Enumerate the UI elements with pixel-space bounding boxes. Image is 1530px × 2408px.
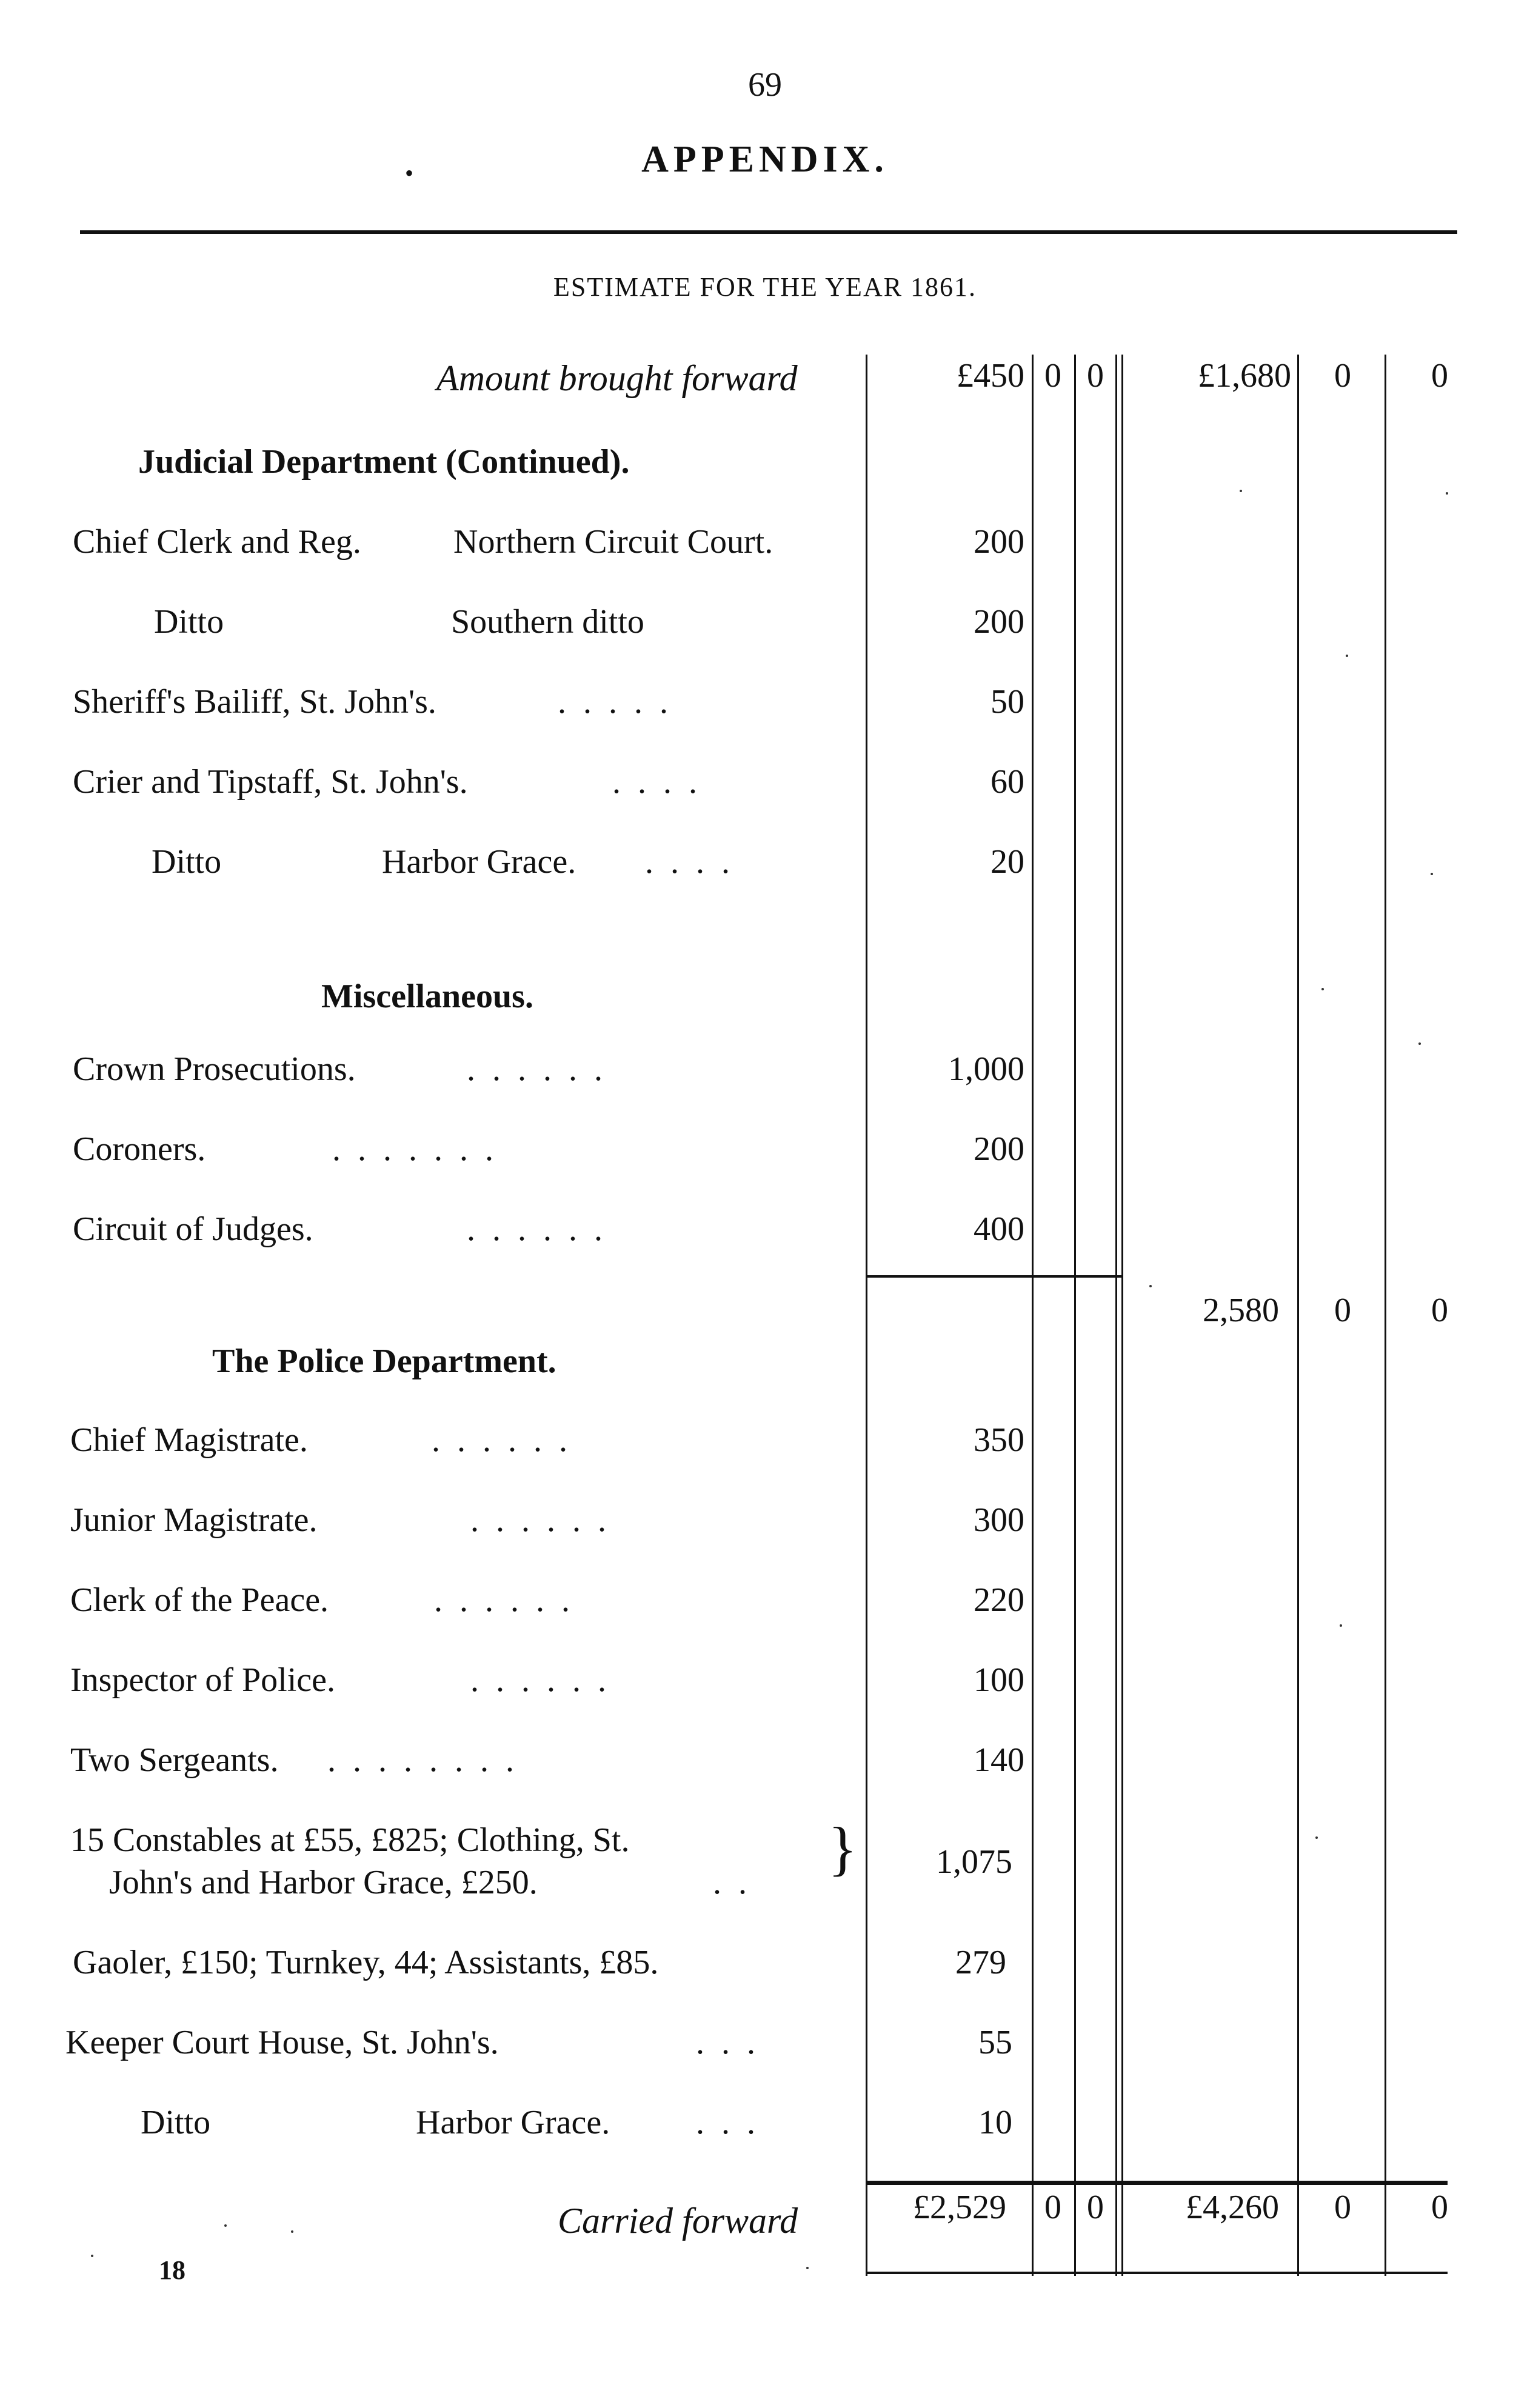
bottom-rule <box>866 2272 1448 2274</box>
leader-dots: ........ <box>327 1741 531 1779</box>
leader-dots: ...... <box>434 1581 587 1619</box>
leader-dots: ....... <box>332 1130 510 1168</box>
row-amount: 300 <box>974 1501 1024 1539</box>
row-label: Two Sergeants. <box>70 1741 279 1779</box>
leader-dots: ... <box>696 2104 772 2141</box>
row-amount: 400 <box>974 1210 1024 1248</box>
row-amount: 55 <box>978 2024 1012 2061</box>
scan-speck <box>91 2255 93 2257</box>
row-label: Ditto <box>154 603 224 641</box>
row-amount: 350 <box>974 1421 1024 1459</box>
page-number: 69 <box>748 66 782 104</box>
leader-dots: ..... <box>558 683 685 721</box>
subtotal-d: 0 <box>1431 1292 1448 1329</box>
row-label: 15 Constables at £55, £825; Clothing, St. <box>70 1821 630 1859</box>
brought-forward-col2-s: 0 <box>1334 357 1351 395</box>
section-heading-misc: Miscellaneous. <box>321 978 533 1015</box>
leader-dots: ... <box>696 2024 772 2061</box>
carried-forward-col1-s: 0 <box>1044 2189 1061 2226</box>
row-amount: 20 <box>990 843 1024 881</box>
scan-speck <box>1240 490 1242 492</box>
footer-signature: 18 <box>159 2255 185 2285</box>
row-amount: 200 <box>974 1130 1024 1168</box>
row-amount: 200 <box>974 523 1024 561</box>
row-label: Inspector of Police. <box>70 1661 335 1699</box>
brought-forward-col1: £450 <box>957 357 1024 395</box>
carried-forward-label: Carried forward <box>558 2201 798 2241</box>
row-label: Ditto <box>141 2104 211 2141</box>
brought-forward-col1-s: 0 <box>1044 357 1061 395</box>
row-label: Ditto <box>152 843 222 881</box>
subtotal-s: 0 <box>1334 1292 1351 1329</box>
rule-s-d <box>1074 355 1076 2276</box>
row-label: Crier and Tipstaff, St. John's. <box>73 763 468 801</box>
scan-speck <box>1315 1836 1318 1839</box>
header-rule <box>80 230 1457 234</box>
row-amount: 1,075 <box>936 1843 1012 1881</box>
row-amount: 10 <box>978 2104 1012 2141</box>
section-heading-police: The Police Department. <box>212 1342 556 1380</box>
rule-amount-s <box>1032 355 1034 2276</box>
brought-forward-col2-d: 0 <box>1431 357 1448 395</box>
brought-forward-col1-d: 0 <box>1087 357 1104 395</box>
row-amount: 140 <box>974 1741 1024 1779</box>
estimate-title: ESTIMATE FOR THE YEAR 1861. <box>553 272 977 302</box>
row-amount: 1,000 <box>948 1050 1024 1088</box>
row-label: Chief Clerk and Reg. <box>73 523 361 561</box>
carried-forward-col1: £2,529 <box>913 2189 1006 2226</box>
leader-dots: .... <box>645 843 747 881</box>
brought-forward-col2: £1,680 <box>1198 357 1291 395</box>
leader-dots: ...... <box>470 1661 623 1699</box>
row-label: Gaoler, £150; Turnkey, 44; Assistants, £85. <box>73 1944 659 1981</box>
section-heading-judicial: Judicial Department (Continued). <box>138 443 630 481</box>
subtotal-amount: 2,580 <box>1203 1292 1279 1329</box>
row-amount: 279 <box>955 1944 1006 1981</box>
row-label: Keeper Court House, St. John's. <box>65 2024 499 2061</box>
leader-dots: ...... <box>467 1050 620 1088</box>
row-label: Crown Prosecutions. <box>73 1050 356 1088</box>
row-amount: 50 <box>990 683 1024 721</box>
scan-speck <box>1346 655 1348 657</box>
scan-speck <box>224 2224 227 2227</box>
leader-dots: .... <box>612 763 714 801</box>
row-sub-label: Harbor Grace. <box>382 843 576 881</box>
carried-forward-col1-d: 0 <box>1087 2189 1104 2226</box>
row-label: Clerk of the Peace. <box>70 1581 329 1619</box>
scan-speck <box>1149 1285 1152 1287</box>
subtotal-rule <box>866 1275 1121 1278</box>
row-label: Chief Magistrate. <box>70 1421 308 1459</box>
row-label: Junior Magistrate. <box>70 1501 318 1539</box>
brace-symbol: } <box>828 1815 857 1882</box>
rule-col2-s <box>1297 355 1299 2276</box>
total-rule <box>866 2181 1448 2185</box>
carried-forward-col2: £4,260 <box>1186 2189 1279 2226</box>
rule-label-amount <box>866 355 867 2276</box>
scan-speck <box>1340 1624 1342 1627</box>
rule-d-col2 <box>1115 355 1117 2276</box>
row-sub-label: Harbor Grace. <box>416 2104 610 2141</box>
row-amount: 220 <box>974 1581 1024 1619</box>
row-label: Coroners. <box>73 1130 206 1168</box>
row-sub-label: Southern ditto <box>451 603 644 641</box>
rule-d-col2-double <box>1121 355 1123 2276</box>
row-amount: 200 <box>974 603 1024 641</box>
scan-speck <box>806 2267 809 2269</box>
row-label-continued: John's and Harbor Grace, £250. <box>109 1864 538 1901</box>
carried-forward-col2-d: 0 <box>1431 2189 1448 2226</box>
leader-dots: .. <box>713 1864 764 1901</box>
leader-dots: ...... <box>432 1421 584 1459</box>
row-label: Sheriff's Bailiff, St. John's. <box>73 683 436 721</box>
leader-dots: ...... <box>470 1501 623 1539</box>
page-header: APPENDIX. <box>641 139 889 180</box>
scan-speck <box>1418 1042 1421 1045</box>
row-sub-label: Northern Circuit Court. <box>453 523 773 561</box>
row-label: Circuit of Judges. <box>73 1210 313 1248</box>
scan-speck <box>1321 988 1324 990</box>
scan-speck <box>1431 873 1433 875</box>
leader-dots: ...... <box>467 1210 620 1248</box>
brought-forward-label: Amount brought forward <box>436 358 798 398</box>
bullet-mark: • <box>405 159 414 187</box>
rule-col2-d <box>1385 355 1386 2276</box>
row-amount: 60 <box>990 763 1024 801</box>
carried-forward-col2-s: 0 <box>1334 2189 1351 2226</box>
row-amount: 100 <box>974 1661 1024 1699</box>
scan-speck <box>291 2230 293 2233</box>
scan-speck <box>1446 492 1448 495</box>
